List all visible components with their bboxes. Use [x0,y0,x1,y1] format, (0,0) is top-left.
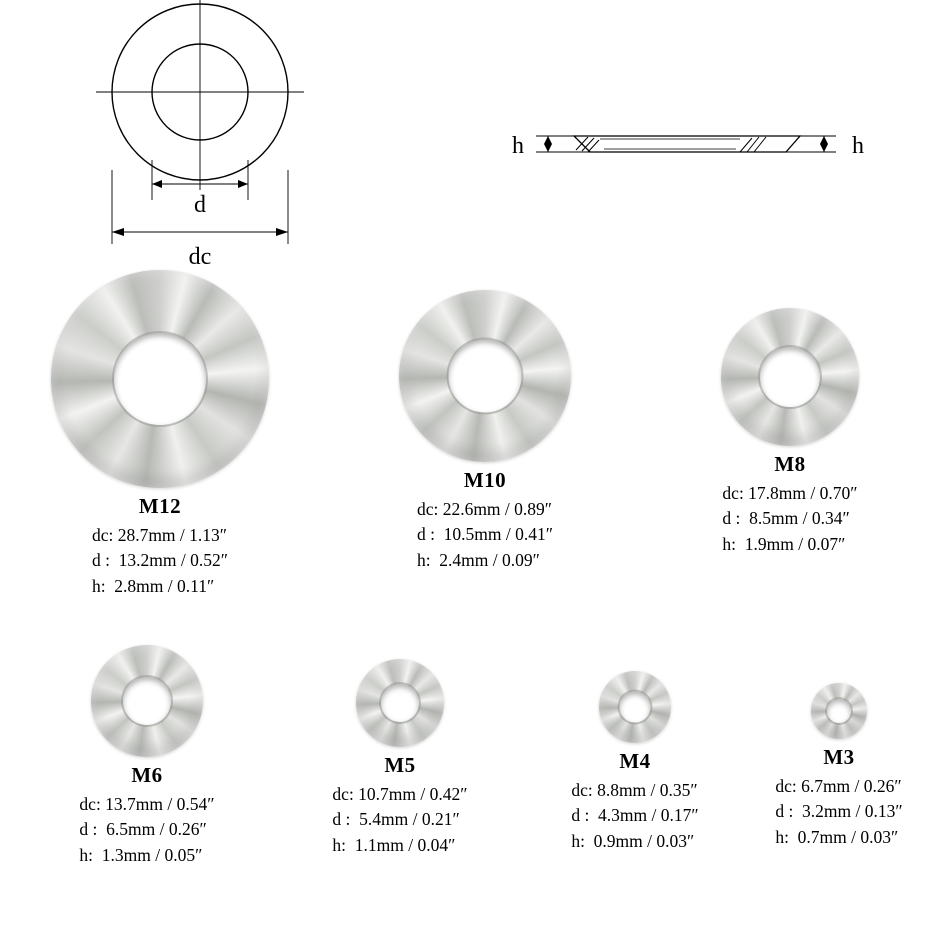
h-arrow-up-right [820,136,828,144]
dc-arrow-right [276,228,288,236]
washer-image-m10 [340,290,630,462]
h-label-left: h [512,133,524,159]
spec-dc: dc: 22.6mm / 0.89″ [416,499,553,519]
washer-specs [332,782,467,858]
washer-label: M12 [138,494,182,518]
washer-label: M8 [774,452,806,476]
spec-dc: dc: 8.8mm / 0.35″ [571,780,698,800]
h-arrow-down-right [820,144,828,152]
washer-specs [571,778,698,854]
spec-d: d : 13.2mm / 0.52″ [91,550,229,571]
washer-graphic [811,683,867,739]
section-detail-lines [600,139,740,149]
washer-label: M5 [384,753,416,777]
washer-label: M4 [619,749,651,773]
washer-graphic [399,290,571,462]
dc-arrow-left [112,228,124,236]
washer-image-m8 [650,308,930,446]
washer-item-m5 [275,659,525,858]
d-arrow-right [238,180,248,188]
washer-image-m3 [730,683,948,739]
side-view-diagram [536,136,836,152]
washer-row-large [0,270,948,630]
washer-item-m4 [515,671,755,854]
technical-drawing [0,0,948,275]
spec-dc: dc: 28.7mm / 1.13″ [91,525,228,545]
spec-dc: dc: 17.8mm / 0.70″ [722,483,858,503]
washer-item-m12 [0,270,320,599]
washer-section-outline [574,136,800,152]
washer-specs [92,523,228,599]
spec-h: h: 0.9mm / 0.03″ [571,830,695,851]
washer-graphic [91,645,203,757]
spec-h: h: 0.7mm / 0.03″ [775,826,899,847]
washer-graphic [51,270,269,488]
spec-h: h: 2.8mm / 0.11″ [91,575,215,596]
spec-d: d : 10.5mm / 0.41″ [416,524,554,545]
h-arrow-down-left [544,144,552,152]
washer-label: M10 [463,468,507,492]
washer-item-m6 [22,645,272,868]
washer-specs [775,774,902,850]
spec-d: d : 4.3mm / 0.17″ [571,805,699,826]
washer-image-m12 [0,270,320,488]
washer-graphic [599,671,671,743]
washer-label: M6 [131,763,163,787]
spec-dc: dc: 13.7mm / 0.54″ [79,794,215,814]
washer-specs [79,792,214,868]
spec-d: d : 6.5mm / 0.26″ [79,819,207,840]
washer-specs [722,481,857,557]
d-label: d [194,192,206,218]
washer-graphic [721,308,859,446]
d-arrow-left [152,180,162,188]
washer-item-m8 [650,308,930,557]
spec-h: h: 1.3mm / 0.05″ [79,844,203,865]
washer-label: M3 [823,745,855,769]
h-arrow-up-left [544,136,552,144]
dc-label: dc [188,244,212,270]
washer-row-small [0,645,948,930]
hatch-right [740,137,766,152]
washer-graphic [356,659,444,747]
washer-specs [417,497,553,573]
spec-h: h: 1.9mm / 0.07″ [722,533,846,554]
washer-image-m6 [22,645,272,757]
spec-d: d : 8.5mm / 0.34″ [722,508,850,529]
spec-h: h: 1.1mm / 0.04″ [332,834,456,855]
spec-h: h: 2.4mm / 0.09″ [416,549,540,570]
washer-item-m3 [730,683,948,850]
washer-image-m4 [515,671,755,743]
washer-item-m10 [340,290,630,573]
spec-d: d : 5.4mm / 0.21″ [332,809,460,830]
spec-dc: dc: 6.7mm / 0.26″ [775,776,902,796]
spec-d: d : 3.2mm / 0.13″ [775,801,903,822]
h-label-right: h [852,133,864,159]
washer-image-m5 [275,659,525,747]
spec-dc: dc: 10.7mm / 0.42″ [332,784,468,804]
